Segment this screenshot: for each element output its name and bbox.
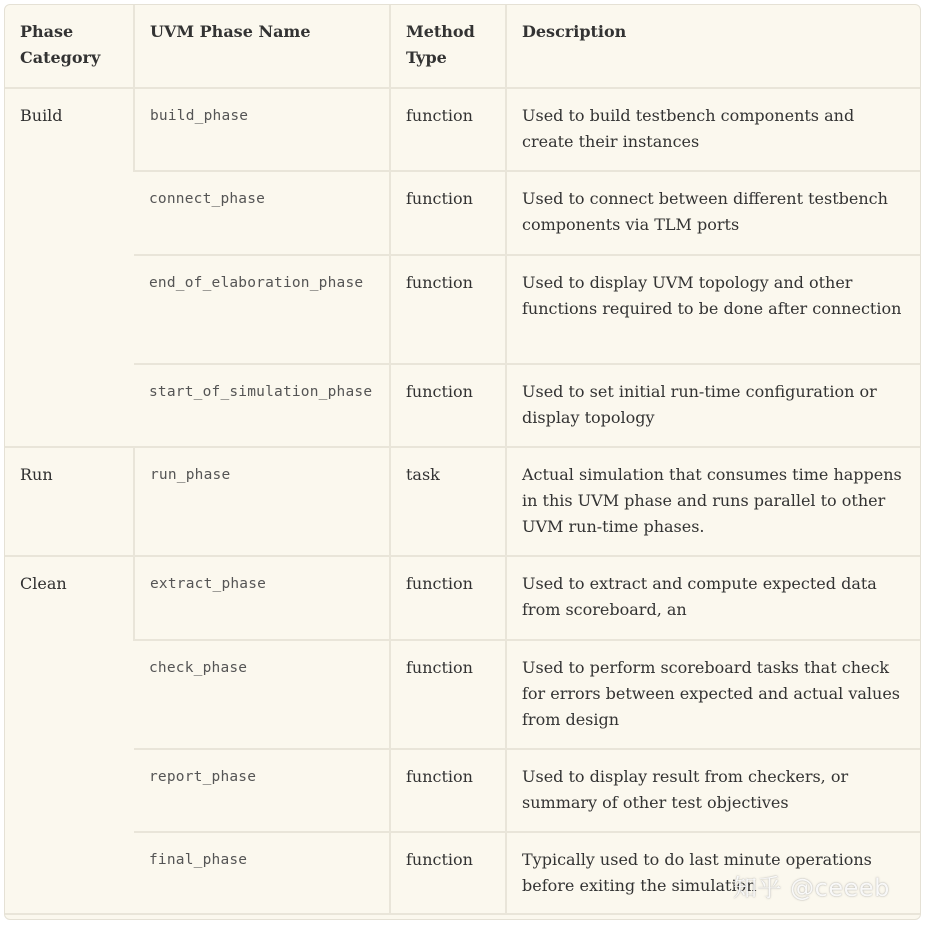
phase-name-cell bbox=[134, 171, 390, 255]
phase-name-label: run_phase bbox=[150, 467, 231, 483]
description-cell bbox=[506, 832, 920, 914]
table-header-row bbox=[5, 5, 920, 88]
watermark: 知乎 @ceeeb bbox=[733, 874, 890, 902]
phase-name-cell bbox=[134, 749, 390, 832]
phase-name-label: end_of_elaboration_phase bbox=[149, 275, 364, 291]
method-type-cell bbox=[390, 364, 506, 447]
description-label: Used to connect between different testbench components via TLM ports bbox=[522, 189, 888, 234]
description-label: Actual simulation that consumes time happens in this UVM phase and runs parallel to other UVM run-time phases. bbox=[522, 465, 902, 536]
header-method-type-label: Method Type bbox=[406, 22, 475, 67]
phase-category-cell bbox=[5, 556, 134, 914]
phase-name-label: report_phase bbox=[149, 769, 257, 785]
method-type-label: function bbox=[406, 106, 473, 125]
description-cell bbox=[506, 171, 920, 255]
header-method-type bbox=[390, 5, 506, 88]
method-type-cell bbox=[390, 88, 506, 171]
method-type-cell bbox=[390, 255, 506, 364]
table-row bbox=[5, 88, 920, 171]
phase-name-cell bbox=[134, 447, 390, 556]
method-type-label: function bbox=[406, 189, 473, 208]
description-cell bbox=[506, 556, 920, 640]
description-label: Used to build testbench components and create their instances bbox=[522, 106, 855, 151]
uvm-phase-table-container bbox=[4, 4, 921, 920]
method-type-label: task bbox=[406, 465, 440, 484]
header-uvm-phase-name bbox=[134, 5, 390, 88]
table-row bbox=[5, 556, 920, 640]
method-type-label: function bbox=[406, 574, 473, 593]
description-cell bbox=[506, 255, 920, 364]
table-row bbox=[5, 171, 920, 255]
description-cell bbox=[506, 447, 920, 556]
table-row bbox=[5, 832, 920, 914]
description-label: Used to display result from checkers, or summary of other test objectives bbox=[522, 767, 849, 812]
phase-name-label: extract_phase bbox=[150, 576, 267, 592]
description-cell bbox=[506, 749, 920, 832]
method-type-cell bbox=[390, 171, 506, 255]
method-type-cell bbox=[390, 640, 506, 749]
method-type-label: function bbox=[406, 382, 473, 401]
phase-name-cell bbox=[134, 556, 390, 640]
phase-category-label: Build bbox=[20, 106, 63, 125]
table-row bbox=[5, 255, 920, 364]
method-type-label: function bbox=[406, 658, 473, 677]
header-description-label: Description bbox=[522, 22, 627, 41]
phase-name-cell bbox=[134, 640, 390, 749]
method-type-label: function bbox=[406, 767, 473, 786]
table-row bbox=[5, 364, 920, 447]
phase-category-cell bbox=[5, 88, 134, 447]
phase-name-label: connect_phase bbox=[149, 191, 266, 207]
header-description bbox=[506, 5, 920, 88]
description-cell bbox=[506, 364, 920, 447]
table-row bbox=[5, 640, 920, 749]
description-label: Typically used to do last minute operations before exiting the simulation bbox=[522, 850, 872, 895]
table-row bbox=[5, 447, 920, 556]
phase-name-label: start_of_simulation_phase bbox=[149, 384, 373, 400]
description-label: Used to extract and compute expected data from scoreboard, an bbox=[522, 574, 877, 619]
phase-name-label: final_phase bbox=[149, 852, 248, 868]
table-row bbox=[5, 749, 920, 832]
uvm-phase-table bbox=[5, 5, 920, 915]
header-phase-category bbox=[5, 5, 134, 88]
phase-name-cell bbox=[134, 255, 390, 364]
phase-name-label: check_phase bbox=[149, 660, 248, 676]
phase-name-label: build_phase bbox=[150, 108, 249, 124]
description-label: Used to perform scoreboard tasks that check for errors between expected and actual values from design bbox=[522, 658, 901, 729]
method-type-cell bbox=[390, 832, 506, 914]
header-uvm-phase-name-label: UVM Phase Name bbox=[150, 22, 311, 41]
phase-name-cell bbox=[134, 88, 390, 171]
header-phase-category-label: Phase Category bbox=[20, 22, 101, 67]
method-type-cell bbox=[390, 447, 506, 556]
description-cell bbox=[506, 640, 920, 749]
phase-category-label: Clean bbox=[20, 574, 67, 593]
phase-category-cell bbox=[5, 447, 134, 556]
table-body bbox=[5, 88, 920, 914]
method-type-cell bbox=[390, 749, 506, 832]
description-cell bbox=[506, 88, 920, 171]
phase-name-cell bbox=[134, 832, 390, 914]
description-label: Used to display UVM topology and other functions required to be done after connection bbox=[522, 273, 902, 318]
method-type-label: function bbox=[406, 273, 473, 292]
phase-name-cell bbox=[134, 364, 390, 447]
method-type-cell bbox=[390, 556, 506, 640]
description-label: Used to set initial run-time configuration or display topology bbox=[522, 382, 877, 427]
phase-category-label: Run bbox=[20, 465, 53, 484]
method-type-label: function bbox=[406, 850, 473, 869]
